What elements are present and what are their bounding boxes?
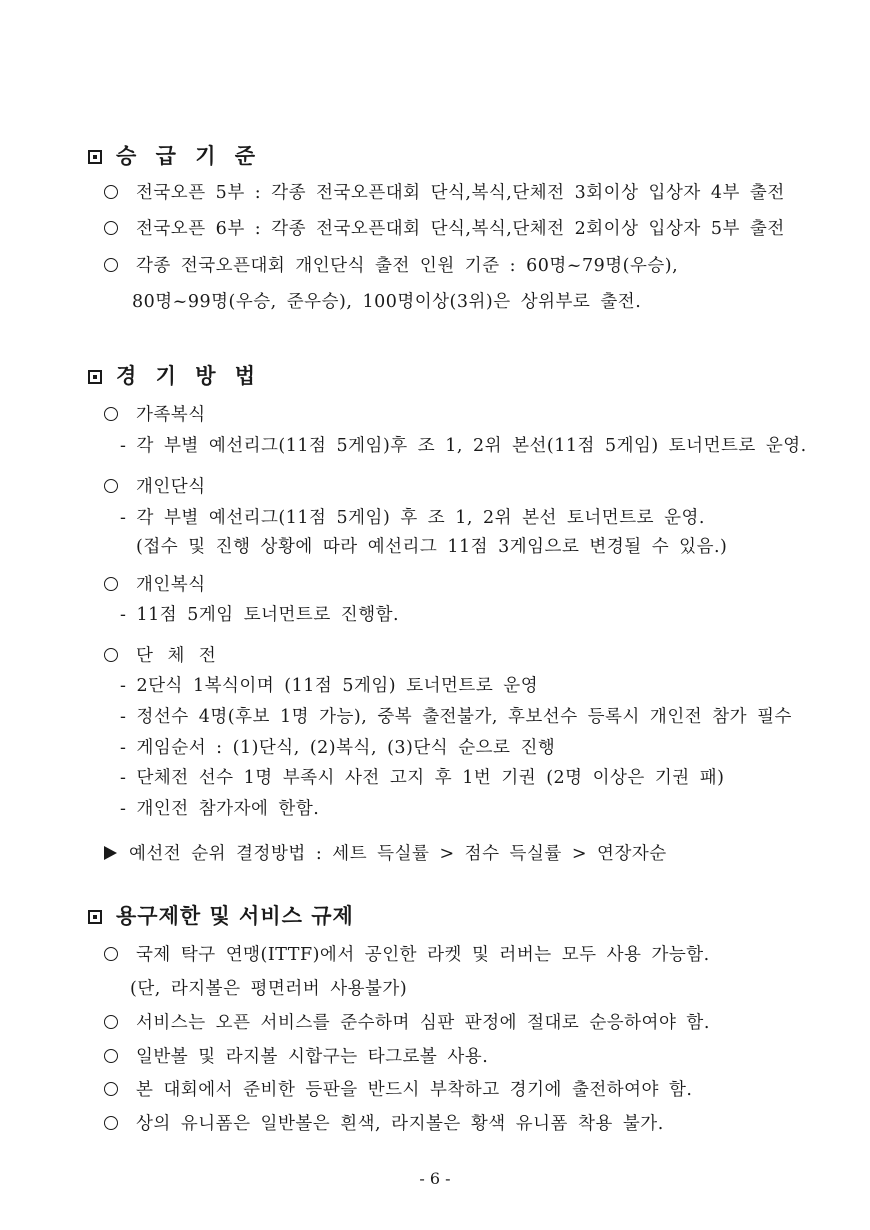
singles-title: 개인단식	[104, 475, 206, 499]
square-bullet-icon	[88, 150, 102, 164]
promotion-continuation: 80명~99명(우승, 준우승), 100명이상(3위)은 상위부로 출전.	[132, 292, 642, 312]
triangle-bullet-icon	[104, 846, 117, 860]
family-doubles-title: 가족복식	[104, 403, 206, 427]
promotion-item: 각종 전국오픈대회 개인단식 출전 인원 기준 : 60명~79명(우승),	[104, 254, 678, 278]
promotion-item: 전국오픈 6부 : 각종 전국오픈대회 단식,복식,단체전 2회이상 입상자 5부 출전	[104, 217, 785, 241]
equipment-item: 서비스는 오픈 서비스를 준수하며 심판 판정에 절대로 순응하여야 함.	[104, 1011, 710, 1035]
section-heading-game-method: 경 기 방 법	[88, 362, 256, 390]
circle-bullet-icon	[104, 479, 118, 493]
circle-bullet-icon	[104, 1049, 118, 1063]
equipment-note: (단, 라지볼은 평면러버 사용불가)	[130, 979, 408, 999]
section-heading-promotion: 승 급 기 준	[88, 142, 256, 170]
doubles-line: - 11점 5게임 토너먼트로 진행함.	[120, 605, 400, 625]
equipment-item: 일반볼 및 라지볼 시합구는 타그로볼 사용.	[104, 1045, 488, 1069]
page-number: - 6 -	[419, 1169, 451, 1188]
circle-bullet-icon	[104, 648, 118, 662]
team-line: - 게임순서 : (1)단식, (2)복식, (3)단식 순으로 진행	[120, 738, 556, 758]
equipment-item: 본 대회에서 준비한 등판을 반드시 부착하고 경기에 출전하여야 함.	[104, 1078, 693, 1102]
circle-bullet-icon	[104, 407, 118, 421]
equipment-item: 상의 유니폼은 일반볼은 흰색, 라지볼은 황색 유니폼 착용 불가.	[104, 1112, 664, 1136]
circle-bullet-icon	[104, 1116, 118, 1130]
equipment-item: 국제 탁구 연맹(ITTF)에서 공인한 라켓 및 러버는 모두 사용 가능함.	[104, 943, 710, 967]
circle-bullet-icon	[104, 185, 118, 199]
ranking-note: 예선전 순위 결정방법 : 세트 득실률 > 점수 득실률 > 연장자순	[104, 842, 667, 866]
family-doubles-line: - 각 부별 예선리그(11점 5게임)후 조 1, 2위 본선(11점 5게임) 토너먼트로 운영.	[120, 436, 807, 456]
singles-note: (접수 및 진행 상황에 따라 예선리그 11점 3게임으로 변경될 수 있음.)	[136, 537, 728, 557]
circle-bullet-icon	[104, 577, 118, 591]
team-title: 단 체 전	[104, 644, 216, 668]
doubles-title: 개인복식	[104, 573, 206, 597]
section-heading-equipment: 용구제한 및 서비스 규제	[88, 902, 354, 930]
singles-line: - 각 부별 예선리그(11점 5게임) 후 조 1, 2위 본선 토너먼트로 운영.	[120, 508, 705, 528]
team-line: - 개인전 참가자에 한함.	[120, 799, 320, 819]
circle-bullet-icon	[104, 258, 118, 272]
circle-bullet-icon	[104, 1015, 118, 1029]
square-bullet-icon	[88, 910, 102, 924]
team-line: - 정선수 4명(후보 1명 가능), 중복 출전불가, 후보선수 등록시 개인전 참가 필수	[120, 707, 792, 727]
team-line: - 2단식 1복식이며 (11점 5게임) 토너먼트로 운영	[120, 676, 539, 696]
promotion-item: 전국오픈 5부 : 각종 전국오픈대회 단식,복식,단체전 3회이상 입상자 4부 출전	[104, 181, 785, 205]
circle-bullet-icon	[104, 221, 118, 235]
circle-bullet-icon	[104, 1082, 118, 1096]
square-bullet-icon	[88, 370, 102, 384]
team-line: - 단체전 선수 1명 부족시 사전 고지 후 1번 기권 (2명 이상은 기권 패)	[120, 768, 725, 788]
circle-bullet-icon	[104, 947, 118, 961]
